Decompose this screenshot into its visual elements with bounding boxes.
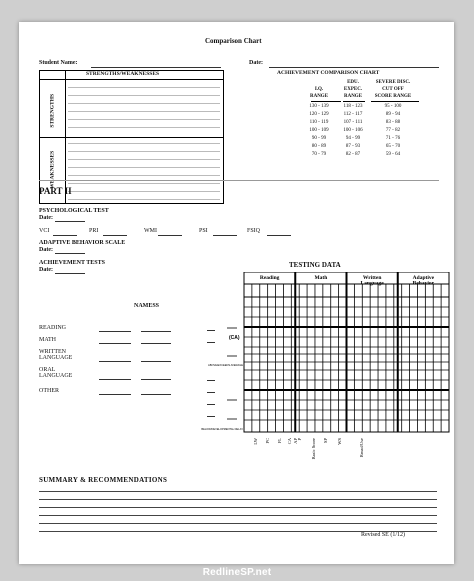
ach-header-text: RANGE (309, 94, 329, 99)
ach-cell: 89 - 94 (385, 112, 401, 117)
ach-header-underline (343, 101, 365, 102)
ach-cell: 87 - 93 (345, 144, 361, 149)
ach-header-text: RANGE (343, 94, 363, 99)
ach-cell: 118 - 123 (343, 104, 363, 109)
sw-line[interactable] (68, 159, 220, 160)
naming-list (39, 322, 219, 402)
group-header: Language (360, 280, 384, 287)
page-title: Comparison Chart (205, 37, 262, 45)
ach-header-text: EDU. (347, 80, 359, 85)
ach-header-underline (371, 101, 419, 102)
ach-cell: 90 - 99 (311, 136, 327, 141)
group-header: Adaptive (412, 275, 435, 281)
naming-label: LANGUAGE (39, 355, 73, 361)
summary-writing-lines[interactable] (39, 487, 437, 529)
sw-line[interactable] (68, 111, 220, 112)
sw-line[interactable] (68, 127, 220, 128)
naming-field-1[interactable] (99, 331, 131, 332)
ach-cell: 120 - 129 (309, 112, 329, 117)
ach-cell: 70 - 79 (311, 152, 327, 157)
naming-field-1[interactable] (99, 343, 131, 344)
ach-cell: 82 - 87 (345, 152, 361, 157)
score-label: PRI (89, 228, 99, 234)
psych-test-title: PSYCHOLOGICAL TEST (39, 208, 109, 214)
group-header: Reading (259, 275, 280, 281)
ach-cell: 71 - 76 (385, 136, 401, 141)
summary-line[interactable] (39, 507, 437, 508)
score-field[interactable] (103, 235, 127, 236)
naming-field-1[interactable] (99, 379, 131, 380)
row-label: ABOVE/EXCEEDS AVERAGE (208, 364, 243, 367)
x-axis-label: LW (253, 438, 258, 445)
sw-line[interactable] (68, 167, 220, 168)
ach-header-underline (311, 101, 341, 102)
naming-field-2[interactable] (141, 331, 171, 332)
row-label: BELOW/DEVELOPMENTAL DELAY (201, 428, 243, 431)
ach-cell: 95 - 100 (384, 104, 402, 109)
achievement-date-field[interactable] (55, 273, 85, 274)
strengths-weaknesses-table (39, 70, 224, 204)
date-field[interactable] (269, 67, 439, 68)
ach-header-text: SEVERE DISC. (375, 80, 411, 85)
naming-field-2[interactable] (141, 361, 171, 362)
ach-cell: 100 - 106 (343, 128, 363, 133)
x-axis-label: FL (277, 438, 282, 444)
sw-line[interactable] (68, 87, 220, 88)
summary-line[interactable] (39, 499, 437, 500)
ach-chart-title: ACHIEVEMENT COMPARISON CHART (277, 70, 380, 76)
testing-data-title: TESTING DATA (289, 261, 341, 269)
score-label: VCI (39, 228, 50, 234)
student-name-label: Student Name: (39, 60, 78, 66)
ach-cell: 110 - 119 (309, 120, 329, 125)
student-name-field[interactable] (91, 67, 221, 68)
date-label: Date: (249, 60, 263, 66)
ach-cell: 59 - 64 (385, 152, 401, 157)
ach-header-text: EXPEC. (343, 87, 363, 92)
naming-field-1[interactable] (99, 394, 131, 395)
naming-label: WRITTEN (39, 349, 66, 355)
group-header: Behavior (412, 280, 435, 287)
ach-cell: 107 - 111 (343, 120, 363, 125)
naming-label: OTHER (39, 388, 59, 394)
sw-line[interactable] (68, 199, 220, 200)
sw-line[interactable] (68, 95, 220, 96)
sw-writing-lines[interactable] (66, 71, 223, 203)
weaknesses-label: WEAKNESSES (49, 150, 56, 189)
group-header: Written (362, 275, 382, 281)
form-sheet (19, 22, 454, 564)
score-field[interactable] (267, 235, 291, 236)
naming-label: LANGUAGE (39, 373, 73, 379)
achievement-date-label: Date: (39, 267, 53, 273)
naming-field-2[interactable] (141, 379, 171, 380)
watermark: RedlineSP.net (202, 567, 272, 578)
ach-header-text: CUT OFF (382, 87, 404, 92)
summary-line[interactable] (39, 515, 437, 516)
ach-cell: 112 - 117 (343, 112, 363, 117)
sw-line[interactable] (68, 183, 220, 184)
summary-title: SUMMARY & RECOMMENDATIONS (39, 476, 168, 484)
sw-line[interactable] (68, 103, 220, 104)
x-axis-label: CA (287, 438, 292, 445)
adaptive-title: ADAPTIVE BEHAVIOR SCALE (39, 240, 126, 246)
x-axis-label: WS (337, 438, 342, 445)
naming-field-1[interactable] (99, 361, 131, 362)
score-field[interactable] (158, 235, 182, 236)
group-header: Math (314, 275, 328, 281)
ach-cell: 80 - 89 (311, 144, 327, 149)
ach-header-text: SCORE RANGE (374, 94, 412, 99)
psych-date-field[interactable] (55, 221, 85, 222)
score-field[interactable] (213, 235, 237, 236)
x-axis-label: P (297, 438, 302, 441)
x-axis-label: PC (265, 438, 270, 444)
ach-chart-headers (281, 80, 446, 102)
sw-line[interactable] (68, 143, 220, 144)
ach-cell: 83 - 88 (385, 120, 401, 125)
achievement-tests-title: ACHIEVEMENT TESTS (39, 260, 105, 266)
ach-cell: 77 - 82 (385, 128, 401, 133)
ach-cell: 94 - 99 (345, 136, 361, 141)
x-axis-label: AP (293, 438, 298, 444)
revised-note: Revised SE (1/12) (361, 532, 405, 538)
sw-line[interactable] (68, 151, 220, 152)
naming-title: NAMESS (134, 303, 160, 309)
naming-label: MATH (39, 337, 57, 343)
score-label: FSIQ (247, 228, 261, 234)
sw-line[interactable] (68, 191, 220, 192)
naming-label: READING (39, 325, 66, 331)
adaptive-date-field[interactable] (55, 253, 85, 254)
naming-field-2[interactable] (141, 394, 171, 395)
sw-line[interactable] (68, 119, 220, 120)
ach-cell: 130 - 139 (309, 104, 329, 109)
ca-label: (CA) (229, 335, 240, 341)
naming-field-2[interactable] (141, 343, 171, 344)
adaptive-date-label: Date: (39, 247, 53, 253)
ach-cell: 100 - 109 (309, 128, 329, 133)
score-fields (39, 227, 299, 237)
summary-line[interactable] (39, 523, 437, 524)
summary-line[interactable] (39, 491, 437, 492)
sw-header: STRENGTHS/WEAKNESSES (86, 71, 160, 77)
score-label: WMI (144, 228, 157, 234)
x-axis-label: Basic Score (311, 438, 316, 460)
score-label: PSI (199, 228, 208, 234)
score-field[interactable] (53, 235, 77, 236)
psych-date-label: Date: (39, 215, 53, 221)
sw-line[interactable] (68, 175, 220, 176)
naming-label: ORAL (39, 367, 56, 373)
ach-chart-rows (281, 104, 446, 164)
testing-data-grid (199, 272, 451, 468)
strengths-label: STRENGTHS (49, 93, 56, 128)
part2-title: PART II (39, 186, 72, 196)
ach-header-text: I.Q. (314, 87, 324, 92)
ach-cell: 65 - 70 (385, 144, 401, 149)
x-axis-label: Broad/Use (359, 438, 364, 458)
x-axis-label: SP (323, 438, 328, 444)
